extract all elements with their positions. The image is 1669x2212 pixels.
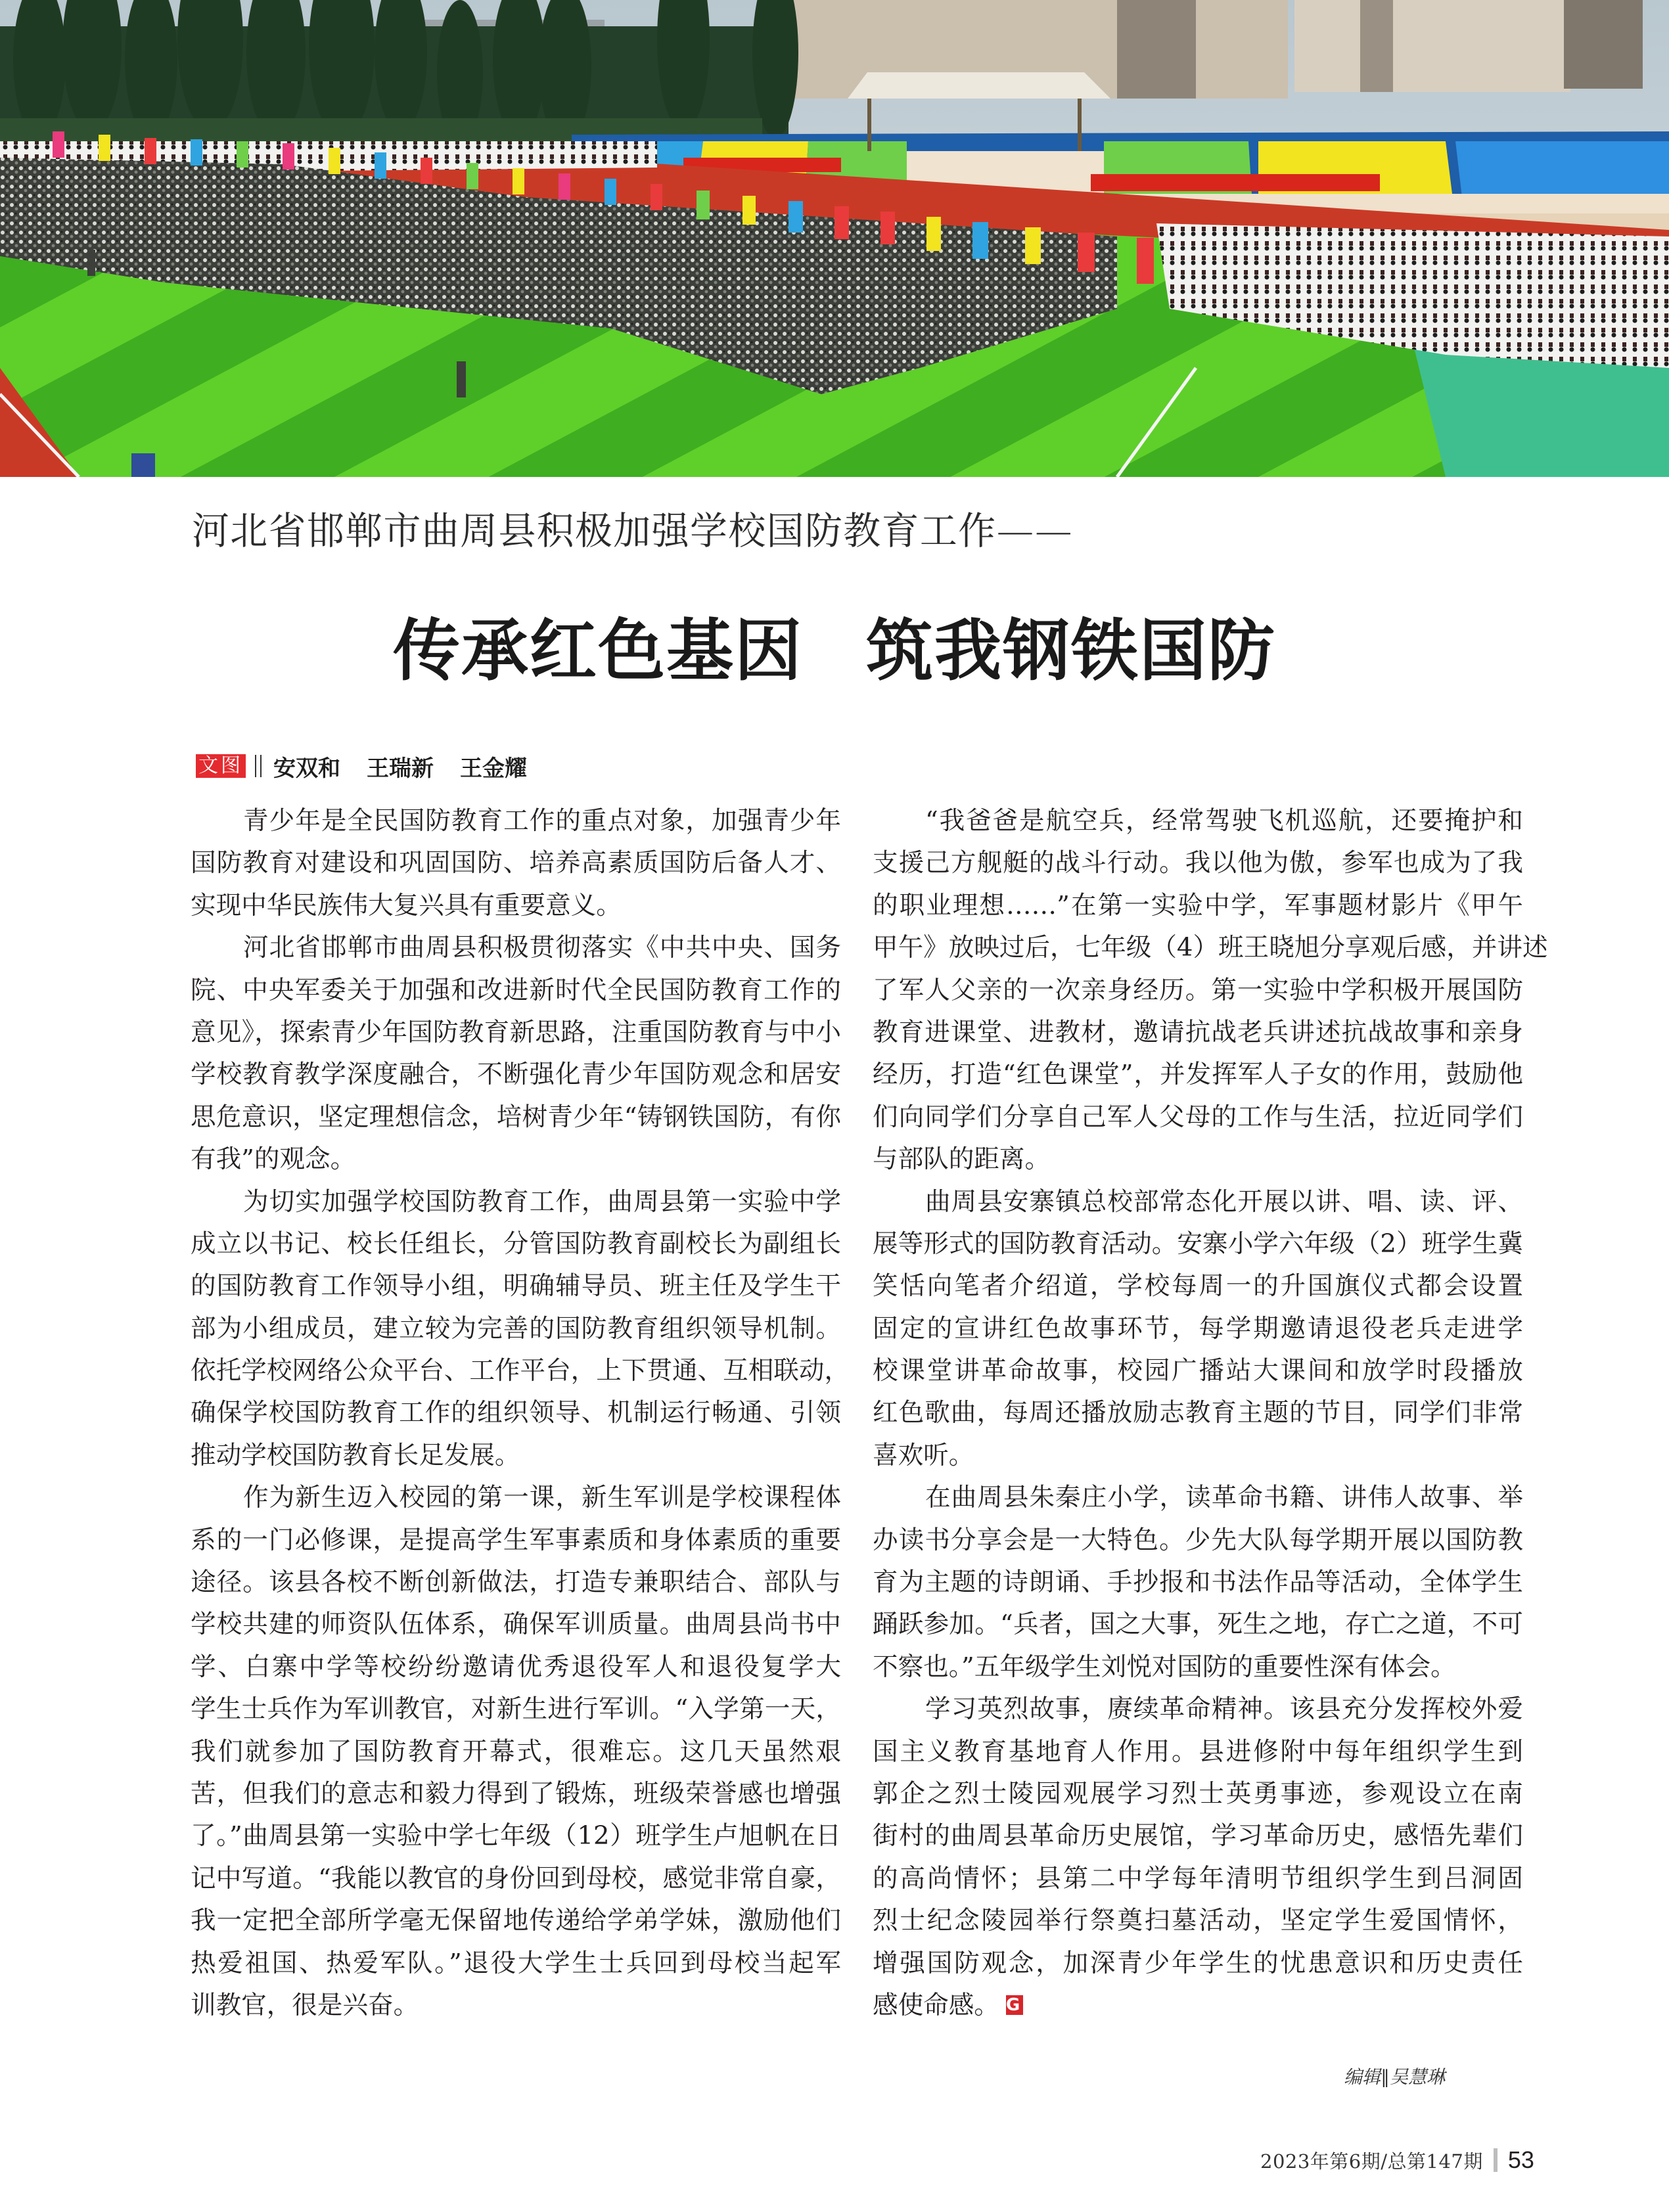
- tree-line: [0, 0, 798, 158]
- text-line: 为切实加强学校国防教育工作，曲周县第一实验中学: [243, 1186, 841, 1217]
- editor-credit: 编辑∥吴慧琳: [1344, 2066, 1446, 2088]
- text-line: 育为主题的诗朗诵、手抄报和书法作品等活动，全体学生: [873, 1568, 1523, 1598]
- text-line: 实现中华民族伟大复兴具有重要意义。: [191, 890, 622, 920]
- text-line: 有我”的观念。: [191, 1144, 356, 1175]
- text-line: 训教官，很是兴奋。: [191, 1990, 419, 2020]
- text-line: 学校共建的师资队伍体系，确保军训质量。曲周县尚书中: [191, 1610, 841, 1640]
- page-number: 53: [1507, 2146, 1534, 2173]
- text-line: 踊跃参加。“兵者，国之大事，死生之地，存亡之道，不可: [873, 1610, 1523, 1640]
- title-part-1: 传承红色基因: [393, 612, 803, 690]
- text-line: 学生士兵作为军训教官，对新生进行军训。“入学第一天，: [191, 1694, 841, 1725]
- paragraph: [873, 1181, 1523, 1478]
- footer-divider: [1494, 2148, 1498, 2172]
- body-column-right: [873, 800, 1548, 2027]
- issue-info: 2023年第6期/总第147期: [1260, 2150, 1483, 2173]
- text-line: 部为小组成员，建立较为完善的国防教育组织领导机制。: [191, 1313, 841, 1343]
- text-line: 展等形式的国防教育活动。安寨小学六年级（2）班学生冀: [873, 1229, 1523, 1259]
- text-line: 烈士纪念陵园举行祭奠扫墓活动，坚定学生爱国情怀，: [873, 1906, 1523, 1936]
- text-line: 院、中央军委关于加强和改进新时代全民国防教育工作的: [191, 975, 841, 1005]
- text-line: 推动学校国防教育长足发展。: [191, 1440, 520, 1470]
- author-name: 王金耀: [460, 755, 527, 782]
- stadium-parade-illustration: [0, 0, 1669, 477]
- text-line: 系的一门必修课，是提高学生军事素质和身体素质的重要: [191, 1525, 841, 1555]
- author-name: 安双和: [273, 755, 340, 782]
- text-line: 街村的曲周县革命历史展馆，学习革命历史，感悟先辈们: [873, 1821, 1523, 1851]
- text-line: 的高尚情怀；县第二中学每年清明节组织学生到吕洞固: [873, 1863, 1523, 1893]
- paragraph: [191, 1181, 850, 1478]
- text-line: 不察也。”五年级学生刘悦对国防的重要性深有体会。: [873, 1652, 1456, 1682]
- text-line: 支援己方舰艇的战斗行动。我以他为傲，参军也成为了我: [873, 848, 1523, 878]
- hero-photo: [0, 0, 1669, 477]
- text-line: 笑恬向笔者介绍道，学校每周一的升国旗仪式都会设置: [873, 1271, 1523, 1301]
- text-line: 学习英烈故事，赓续革命精神。该县充分发挥校外爱: [925, 1694, 1523, 1725]
- text-line: 曲周县安寨镇总校部常态化开展以讲、唱、读、评、: [925, 1186, 1523, 1217]
- byline-separator: [255, 755, 262, 777]
- text-line: 确保学校国防教育工作的组织领导、机制运行畅通、引领: [191, 1398, 841, 1428]
- paragraph: [873, 1477, 1523, 1688]
- text-line: 国主义教育基地育人作用。县进修附中每年组织学生到: [873, 1736, 1523, 1767]
- text-line: 经历，打造“红色课堂”，并发挥军人子女的作用，鼓励他: [873, 1060, 1523, 1090]
- article-title: [0, 606, 1669, 698]
- text-line: 了。”曲周县第一实验中学七年级（12）班学生卢旭帆在日: [191, 1821, 841, 1851]
- text-line: 了军人父亲的一次亲身经历。第一实验中学积极开展国防: [873, 975, 1523, 1005]
- text-line: 青少年是全民国防教育工作的重点对象，加强青少年: [243, 806, 841, 836]
- text-line: 依托学校网络公众平台、工作平台，上下贯通、互相联动，: [191, 1356, 850, 1386]
- text-line: 我们就参加了国防教育开幕式，很难忘。这几天虽然艰: [191, 1736, 841, 1767]
- end-mark-icon: G: [1006, 1995, 1023, 2015]
- text-line: 学校教育教学深度融合，不断强化青少年国防观念和居安: [191, 1060, 841, 1090]
- body-column-left: [191, 800, 850, 2027]
- text-line: 固定的宣讲红色故事环节，每学期邀请退役老兵走进学: [873, 1313, 1523, 1343]
- text-line: “我爸爸是航空兵，经常驾驶飞机巡航，还要掩护和: [925, 806, 1523, 836]
- text-line: 意见》，探索青少年国防教育新思路，注重国防教育与中小: [191, 1017, 841, 1047]
- byline-badge: 文图: [196, 754, 246, 778]
- text-line: 们向同学们分享自己军人父母的工作与生活，拉近同学们: [873, 1102, 1523, 1132]
- paragraph: [191, 927, 841, 1181]
- text-line: 热爱祖国、热爱军队。”退役大学生士兵回到母校当起军: [191, 1948, 841, 1978]
- text-line: 苦，但我们的意志和毅力得到了锻炼，班级荣誉感也增强: [191, 1778, 841, 1809]
- text-line: 与部队的距离。: [873, 1144, 1051, 1175]
- text-line: 办读书分享会是一大特色。少先大队每学期开展以国防教: [873, 1525, 1523, 1555]
- text-line: 的国防教育工作领导小组，明确辅导员、班主任及学生干: [191, 1271, 841, 1301]
- text-line: 甲午》放映过后，七年级（4）班王晓旭分享观后感，并讲述: [873, 933, 1548, 963]
- text-line: 我一定把全部所学毫无保留地传递给学弟学妹，激励他们: [191, 1906, 841, 1936]
- paragraph: [873, 800, 1548, 1181]
- text-line: 成立以书记、校长任组长，分管国防教育副校长为副组长: [191, 1229, 841, 1259]
- text-line: 教育进课堂、进教材，邀请抗战老兵讲述抗战故事和亲身: [873, 1017, 1523, 1047]
- text-line: 感使命感。 G: [873, 1985, 1523, 2027]
- page-footer: [1260, 2143, 1534, 2177]
- text-line: 学、白寨中学等校纷纷邀请优秀退役军人和退役复学大: [191, 1652, 841, 1682]
- title-part-2: 筑我钢铁国防: [866, 612, 1276, 690]
- author-name: 王瑞新: [367, 755, 434, 782]
- text-line: 国防教育对建设和巩固国防、培养高素质国防后备人才、: [191, 848, 841, 878]
- article-kicker: 河北省邯郸市曲周县积极加强学校国防教育工作——: [192, 508, 1074, 553]
- byline: [196, 752, 553, 780]
- text-line: 校课堂讲革命故事，校园广播站大课间和放学时段播放: [873, 1356, 1523, 1386]
- paragraph: [191, 1477, 841, 2027]
- paragraph: [873, 1688, 1523, 2027]
- text-line: 喜欢听。: [873, 1440, 974, 1470]
- paragraph: [191, 800, 841, 927]
- text-line: 的职业理想……”在第一实验中学，军事题材影片《甲午: [873, 890, 1523, 920]
- text-line: 红色歌曲，每周还播放励志教育主题的节目，同学们非常: [873, 1398, 1523, 1428]
- text-line: 思危意识，坚定理想信念，培树青少年“铸钢铁国防，有你: [191, 1102, 841, 1132]
- text-line: 记中写道。“我能以教官的身份回到母校，感觉非常自豪，: [191, 1863, 841, 1893]
- text-line: 河北省邯郸市曲周县积极贯彻落实《中共中央、国务: [243, 933, 841, 963]
- text-line: 增强国防观念，加深青少年学生的忧患意识和历史责任: [873, 1948, 1523, 1978]
- text-line: 在曲周县朱秦庄小学，读革命书籍、讲伟人故事、举: [925, 1483, 1523, 1513]
- text-line: 作为新生迈入校园的第一课，新生军训是学校课程体: [243, 1483, 841, 1513]
- text-line: 途径。该县各校不断创新做法，打造专兼职结合、部队与: [191, 1568, 841, 1598]
- text-line: 郭企之烈士陵园观展学习烈士英勇事迹，参观设立在南: [873, 1778, 1523, 1809]
